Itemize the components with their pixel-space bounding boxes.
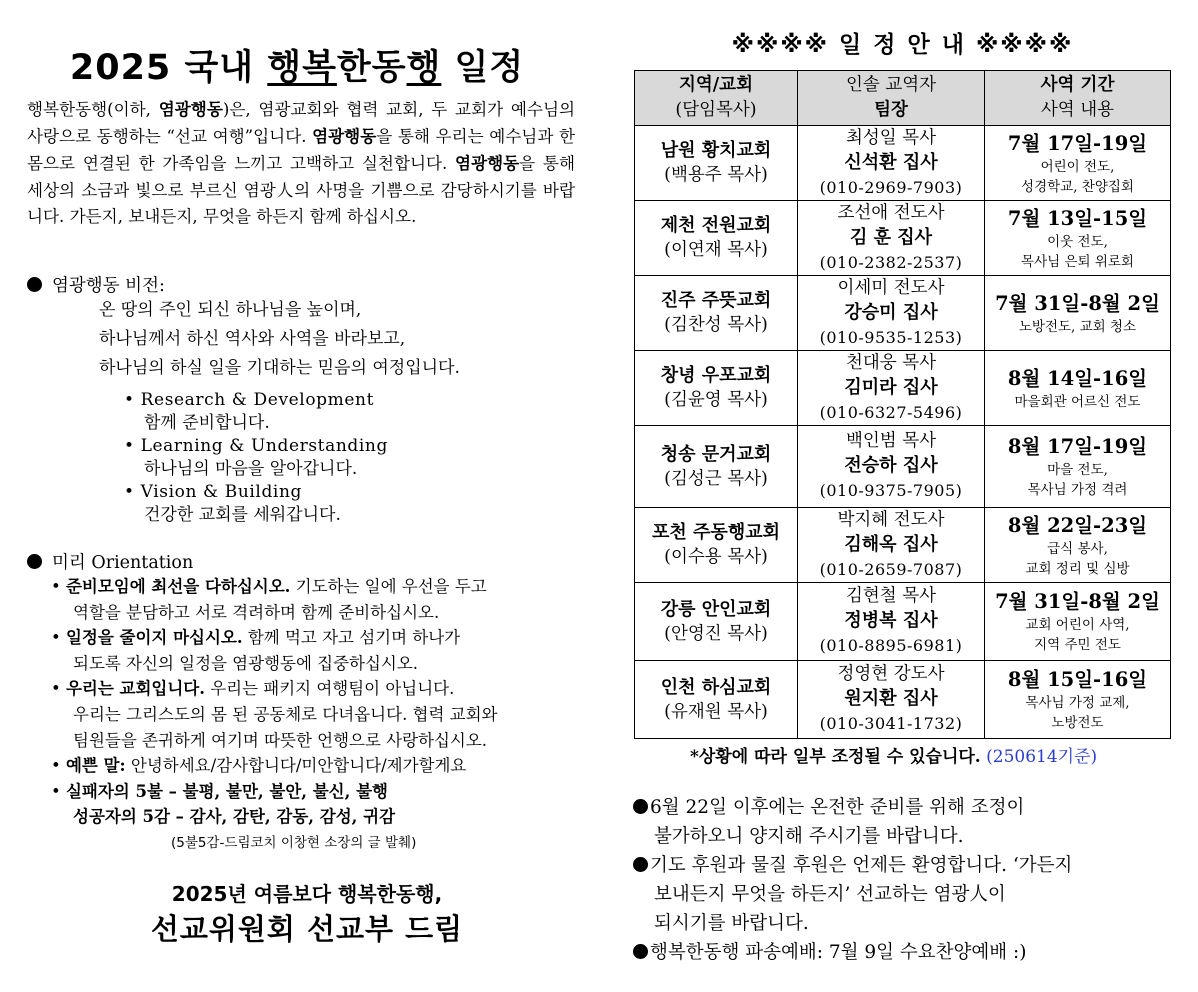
table-row [635,126,1171,201]
intro-paragraph [27,96,575,230]
mission-period: 8월 17일-19일 [1007,435,1148,458]
pastor-name: (김윤영 목사) [664,390,768,410]
mission-period: 8월 15일-16일 [1007,668,1148,691]
intro-emphasis: 염광행동 [312,126,377,147]
leader-cell [798,351,985,426]
vision-item: • Learning & Understanding 하나님의 마음을 알아갑니다. [124,436,388,479]
leader-cell [798,661,985,739]
period-cell [985,583,1171,661]
intro-emphasis: 염광행동 [158,99,223,119]
church-name: 제천 전원교회 [660,215,772,236]
adjustment-note: *상황에 따라 일부 조정될 수 있습니다. (250614기준) [690,747,1098,767]
mission-content: 노방전도, 교회 청소 [1018,318,1137,335]
period-cell [985,201,1171,276]
pastor-name: (백용주 목사) [664,165,768,185]
vision-heading: 염광행동 비전: [27,272,165,297]
phone-number: (010-9535-1253) [819,327,963,347]
team-leader: 김 훈 집사 [849,226,933,248]
bullet-icon [633,944,648,959]
credit-note: (5불5감-드림코치 이창현 소장의 글 발췌) [171,835,417,851]
mission-content: 마을 전도, [1047,462,1108,478]
vision-line: 온 땅의 주인 되신 하나님을 높이며, [99,300,362,320]
mentor-name: 백인범 목사 [845,431,937,451]
mission-content: 목사님 가정 교제, [1025,695,1130,711]
header-leader: 인솔 교역자 팀장 [798,71,985,126]
mission-content: 성경학교, 찬양집회 [1021,178,1134,195]
pastor-name: (김찬성 목사) [664,315,768,335]
church-cell [635,201,798,276]
table-row [635,426,1171,508]
mission-period: 7월 31일-8월 2일 [995,291,1160,315]
reference-date: (250614기준) [986,747,1098,767]
church-cell [635,508,798,583]
orientation-item-cont: 우리는 그리스도의 몸 된 공동체로 다녀옵니다. 협력 교회와 [73,704,498,724]
church-name: 포천 주동행교회 [652,522,780,543]
phone-number: (010-3041-1732) [819,714,963,733]
church-name: 인천 하심교회 [660,676,772,698]
intro-text: )은, 염광교회와 협력 교회, 두 교회가 예수님의 사랑으로 동행하는 “선교 여행”입니다. [27,100,576,147]
vision-lines [99,296,460,383]
mentor-name: 천대웅 목사 [845,352,937,373]
intro-text: 을 통해 세상의 소금과 빛으로 부르신 염광人의 사명을 기쁨으로 감당하시기를 바랍니다. 가든지, 보내든지, 무엇을 하든지 함께 하십시오. [27,154,575,226]
vision-item: • Vision & Building 건강한 교회를 세워갑니다. [124,482,341,525]
table-row [635,351,1171,426]
phone-number: (010-6327-5496) [819,402,963,422]
mission-content: 교회 정리 및 심방 [1025,560,1130,577]
mission-period: 7월 17일-19일 [1007,131,1148,155]
pastor-name: (이연재 목사) [664,240,768,260]
mission-period: 7월 13일-15일 [1007,206,1148,230]
team-leader: 강승미 집사 [844,301,938,323]
period-cell [985,126,1171,201]
period-cell [985,351,1171,426]
church-name: 창녕 우포교회 [660,365,772,386]
pastor-name: (유재원 목사) [664,701,768,722]
mentor-name: 김현철 목사 [845,586,937,606]
orientation-item: • 실패자의 5불 – 불평, 불만, 불안, 불신, 불행 [51,781,388,801]
header-region: 지역/교회 (담임목사) [635,71,798,126]
bullet-icon [27,554,42,569]
signature-line-1: 2025년 여름보다 행복한동행, [171,882,443,906]
mentor-name: 최성일 목사 [845,127,937,148]
team-leader: 정병복 집사 [844,610,938,631]
orientation-item-cont: 팀원들을 존귀하게 여기며 따뜻한 언행으로 사랑하십시오. [73,730,488,750]
intro-text: 행복한동행(이하, [27,100,159,119]
church-cell [635,351,798,426]
phone-number: (010-9375-7905) [819,481,963,500]
orientation-item: • 예쁜 말: 안녕하세요/감사합니다/미안합니다/제가할게요 [51,756,467,776]
intro-emphasis: 염광행동 [455,153,520,174]
vision-line: 하나님의 하실 일을 기대하는 믿음의 여정입니다. [99,358,460,378]
church-name: 남원 황치교회 [660,140,772,161]
mission-period: 8월 22일-23일 [1007,513,1148,537]
leader-cell [798,201,985,276]
church-cell [635,661,798,739]
table-row [635,276,1171,351]
schedule-title: ※※※※ 일 정 안 내 ※※※※ [731,32,1074,58]
mission-content: 급식 봉사, [1047,540,1108,557]
phone-number: (010-2969-7903) [819,177,963,197]
pastor-name: (김성근 목사) [664,468,768,489]
mission-period: 8월 14일-16일 [1007,366,1148,390]
church-name: 진주 주뜻교회 [660,290,772,311]
intro-text: 을 통해 우리는 예수님과 한 몸으로 연결된 한 가족임을 느끼고 고백하고 실천합니다. [27,127,575,174]
church-cell [635,126,798,201]
mission-content: 어린이 전도, [1040,158,1115,175]
mentor-name: 조선애 전도사 [837,202,945,223]
table-row [635,508,1171,583]
signature-line-2: 선교위원회 선교부 드림 [150,912,464,946]
period-cell [985,426,1171,508]
leader-cell [798,508,985,583]
team-leader: 김미라 집사 [844,376,938,398]
page-title: 2025 국내 행복한동행 일정 [69,48,525,88]
leader-cell [798,276,985,351]
church-cell [635,583,798,661]
church-name: 강릉 안인교회 [660,598,772,620]
pastor-name: (안영진 목사) [664,623,768,644]
pastor-name: (이수용 목사) [664,547,768,567]
mission-content: 마을회관 어르신 전도 [1014,393,1141,410]
bullet-icon [633,857,648,872]
table-row [635,583,1171,661]
mentor-name: 정영현 강도사 [837,664,945,684]
church-cell [635,276,798,351]
vision-line: 하나님께서 하신 역사와 사역을 바라보고, [99,329,406,349]
mission-content: 목사님 가정 격려 [1027,482,1128,498]
table-row [635,661,1171,739]
mentor-name: 박지혜 전도사 [837,509,945,530]
mission-content: 이웃 전도, [1047,233,1108,250]
table-header-row [635,71,1171,126]
period-cell [985,661,1171,739]
orientation-item: • 우리는 교회입니다. 우리는 패키지 여행팀이 아닙니다. [51,679,455,699]
orientation-list [51,574,611,830]
period-cell [985,508,1171,583]
notice-item: 기도 후원과 물질 후원은 언제든 환영합니다. ‘가든지 보내든지 무엇을 하든지’ 선교하는 염광人이 되시기를 바랍니다. [633,851,1072,938]
table-row [635,201,1171,276]
mission-content: 목사님 은퇴 위로회 [1021,253,1134,270]
header-period: 사역 기간 사역 내용 [985,71,1171,126]
orientation-item-cont: 되도록 자신의 일정을 염광행동에 집중하십시오. [73,653,419,673]
notice-item: 6월 22일 이후에는 온전한 준비를 위해 조정이 불가하오니 양지해 주시기를 바랍니다. [633,793,1024,851]
phone-number: (010-8895-6981) [819,636,963,655]
mission-period: 7월 31일-8월 2일 [995,590,1160,613]
mission-content: 교회 어린이 사역, [1025,617,1130,633]
phone-number: (010-2659-7087) [819,559,963,579]
church-name: 청송 문거교회 [660,443,772,465]
leader-cell [798,583,985,661]
leader-cell [798,426,985,508]
orientation-heading: 미리 Orientation [27,549,193,574]
mission-content: 노방전도 [1051,715,1104,731]
mentor-name: 이세미 전도사 [837,277,945,298]
phone-number: (010-2382-2537) [819,252,963,272]
notice-item: 행복한동행 파송예배: 7월 9일 수요찬양예배 :) [633,938,1026,967]
orientation-item: • 준비모임에 최선을 다하십시오. 기도하는 일에 우선을 두고 [51,577,487,596]
vision-list [124,389,388,527]
team-leader: 김해옥 집사 [844,533,938,555]
team-leader: 신석환 집사 [844,151,938,173]
team-leader: 전승하 집사 [844,455,938,476]
vision-item: • Research & Development 함께 준비합니다. [124,390,375,433]
period-cell [985,276,1171,351]
orientation-item: • 일정을 줄이지 마십시오. 함께 먹고 자고 섬기며 하나가 [51,628,461,648]
bullet-icon [633,799,648,814]
orientation-item-cont: 역할을 분담하고 서로 격려하며 함께 준비하십시오. [73,602,440,622]
bullet-icon [27,277,42,292]
team-leader: 원지환 집사 [844,688,938,709]
church-cell [635,426,798,508]
leader-cell [798,126,985,201]
schedule-table [634,70,1171,739]
mission-content: 지역 주민 전도 [1034,637,1121,653]
orientation-item-cont: 성공자의 5감 – 감사, 감탄, 감동, 감성, 귀감 [73,807,396,827]
